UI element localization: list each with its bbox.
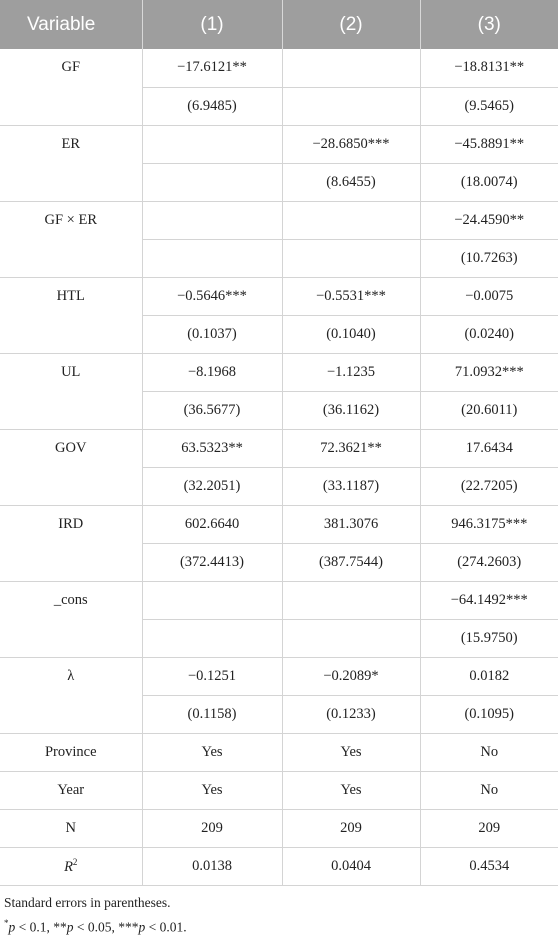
- table-row: [0, 809, 558, 847]
- value-cell: 0.0138: [142, 847, 282, 885]
- variable-name: N: [0, 809, 142, 847]
- value-cell: No: [420, 771, 558, 809]
- variable-name: Province: [0, 733, 142, 771]
- coef-cell: −0.2089*: [282, 657, 420, 695]
- variable-name: GF × ER: [0, 201, 142, 277]
- se-cell: (8.6455): [282, 163, 420, 201]
- table-row: [0, 505, 558, 543]
- se-cell: (274.2603): [420, 543, 558, 581]
- header-col2: (2): [282, 0, 420, 49]
- variable-name: ER: [0, 125, 142, 201]
- note-p: p: [66, 919, 74, 934]
- table-row: [0, 771, 558, 809]
- note-p: p: [138, 919, 146, 934]
- coef-cell: −8.1968: [142, 353, 282, 391]
- table-row: [0, 277, 558, 315]
- coef-cell: [142, 201, 282, 239]
- se-cell: (0.1158): [142, 695, 282, 733]
- se-cell: (20.6011): [420, 391, 558, 429]
- value-cell: Yes: [142, 771, 282, 809]
- r-squared-superscript: 2: [72, 856, 78, 867]
- variable-name: λ: [0, 657, 142, 733]
- coef-cell: −1.1235: [282, 353, 420, 391]
- coef-cell: −0.0075: [420, 277, 558, 315]
- coef-cell: 0.0182: [420, 657, 558, 695]
- value-cell: 209: [282, 809, 420, 847]
- se-cell: (18.0074): [420, 163, 558, 201]
- coef-cell: −18.8131**: [420, 49, 558, 87]
- table-row: [0, 429, 558, 467]
- table-row: [0, 657, 558, 695]
- value-cell: 0.4534: [420, 847, 558, 885]
- value-cell: 0.0404: [282, 847, 420, 885]
- value-cell: No: [420, 733, 558, 771]
- r-squared-label: [0, 847, 142, 885]
- note-star: *: [4, 917, 9, 928]
- se-cell: (36.1162): [282, 391, 420, 429]
- coef-cell: −64.1492***: [420, 581, 558, 619]
- table-row: [0, 201, 558, 239]
- se-cell: (0.0240): [420, 315, 558, 353]
- note-text: < 0.1, **: [15, 919, 67, 934]
- se-cell: (32.2051): [142, 467, 282, 505]
- value-cell: Yes: [142, 733, 282, 771]
- table-row: [0, 847, 558, 885]
- coef-cell: [282, 49, 420, 87]
- header-col3: (3): [420, 0, 558, 49]
- value-cell: Yes: [282, 733, 420, 771]
- variable-name: HTL: [0, 277, 142, 353]
- coef-cell: −0.1251: [142, 657, 282, 695]
- table-row: [0, 581, 558, 619]
- table-row: [0, 733, 558, 771]
- coef-cell: 381.3076: [282, 505, 420, 543]
- se-cell: [282, 239, 420, 277]
- variable-name: UL: [0, 353, 142, 429]
- coef-cell: −0.5646***: [142, 277, 282, 315]
- se-cell: (10.7263): [420, 239, 558, 277]
- variable-name: GF: [0, 49, 142, 125]
- coef-cell: 63.5323**: [142, 429, 282, 467]
- se-cell: [142, 163, 282, 201]
- se-cell: (6.9485): [142, 87, 282, 125]
- header-col1: (1): [142, 0, 282, 49]
- coef-cell: 946.3175***: [420, 505, 558, 543]
- table-row: [0, 353, 558, 391]
- se-cell: (0.1037): [142, 315, 282, 353]
- se-cell: (372.4413): [142, 543, 282, 581]
- value-cell: 209: [142, 809, 282, 847]
- se-cell: (33.1187): [282, 467, 420, 505]
- coef-cell: [142, 581, 282, 619]
- coef-cell: −24.4590**: [420, 201, 558, 239]
- variable-name: _cons: [0, 581, 142, 657]
- note-significance: [4, 913, 558, 938]
- coef-cell: −0.5531***: [282, 277, 420, 315]
- value-cell: 209: [420, 809, 558, 847]
- header-variable: Variable: [0, 0, 142, 49]
- r-squared-symbol: R: [64, 858, 73, 875]
- se-cell: (0.1095): [420, 695, 558, 733]
- table-row: [0, 125, 558, 163]
- coef-cell: 71.0932***: [420, 353, 558, 391]
- se-cell: (22.7205): [420, 467, 558, 505]
- note-text: < 0.05, ***: [73, 919, 139, 934]
- note-standard-errors: Standard errors in parentheses.: [4, 894, 171, 910]
- variable-name: GOV: [0, 429, 142, 505]
- coef-cell: 72.3621**: [282, 429, 420, 467]
- variable-name: Year: [0, 771, 142, 809]
- coef-cell: [282, 201, 420, 239]
- se-cell: (15.9750): [420, 619, 558, 657]
- table-notes: [0, 892, 558, 938]
- se-cell: (9.5465): [420, 87, 558, 125]
- value-cell: Yes: [282, 771, 420, 809]
- note-text: < 0.01.: [145, 919, 187, 934]
- se-cell: [282, 619, 420, 657]
- coef-cell: [142, 125, 282, 163]
- se-cell: (0.1040): [282, 315, 420, 353]
- coef-cell: [282, 581, 420, 619]
- header-row: [0, 0, 558, 49]
- variable-name: IRD: [0, 505, 142, 581]
- se-cell: [142, 619, 282, 657]
- coef-cell: −28.6850***: [282, 125, 420, 163]
- se-cell: [282, 87, 420, 125]
- se-cell: (387.7544): [282, 543, 420, 581]
- coef-cell: −45.8891**: [420, 125, 558, 163]
- se-cell: [142, 239, 282, 277]
- coef-cell: 17.6434: [420, 429, 558, 467]
- note-p: p: [8, 919, 16, 934]
- coef-cell: 602.6640: [142, 505, 282, 543]
- table-row: [0, 49, 558, 87]
- se-cell: (0.1233): [282, 695, 420, 733]
- coef-cell: −17.6121**: [142, 49, 282, 87]
- se-cell: (36.5677): [142, 391, 282, 429]
